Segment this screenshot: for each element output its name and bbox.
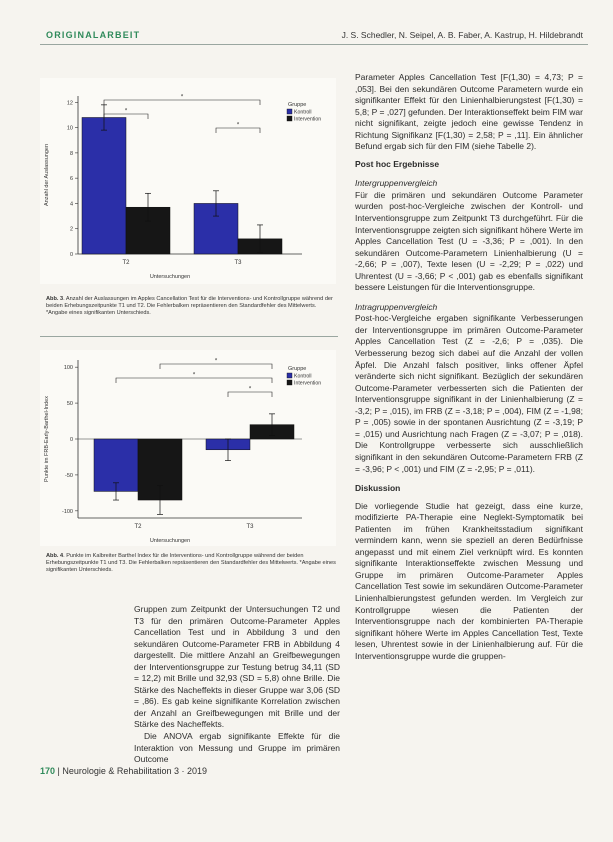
y-tick-label: 10 <box>66 125 73 132</box>
significance-star: * <box>236 122 240 129</box>
intragroup-heading: Intragruppenvergleich <box>355 301 438 312</box>
x-axis-label: Untersuchungen <box>149 274 191 280</box>
figure-1-caption-label: Abb. 3 <box>46 296 64 302</box>
significance-bracket <box>228 392 272 397</box>
y-tick-label: 6 <box>69 176 73 183</box>
x-tick-label: T3 <box>234 260 242 266</box>
running-authors: J. S. Schedler, N. Seipel, A. B. Faber, A. Kastrup, H. Hildebrandt <box>341 30 583 40</box>
legend-title: Gruppe <box>288 366 307 372</box>
legend-label: Kontroll <box>294 373 312 380</box>
figure-1 <box>40 78 336 284</box>
legend-label: Intervention <box>294 116 322 123</box>
significance-star: * <box>124 108 128 115</box>
intragroup-text: Post-hoc-Vergleiche ergaben signifikante Verbesserungen der Interventionsgruppe im primären Outcome-Parameter Apples Cancellation Test (Z = -2,6; P = ,035). Die Verbesserung bezog sich dabei auf die Anzahl der vollen Äpfel. Die Anzahl falsch positiver, links offener Äpfel veränderte sich nicht signifikant. Bezüglich der sekundären Outcome-Parameter verbesserten sich die Patienten der Interventionsgruppe signifikant in der Linienhalbierung (Z = -3,2; P = ,015), im FRB (Z = -3,18; P = ,004), FIM (Z = -1,98; P = ,005) sowie in der spontanen Ausrichtung (Z = -3,19; P = ,015) und Ausrichtung nach Fragen (Z = -3,07; P = ,018). Die Kontrollgruppe verbesserte sich ausschließlich signifikant in den sekundären Outcome-Parametern FRB (Z = -3,96; P < ,001) und FIM (Z = -2,95; P = ,011). <box>355 313 583 474</box>
y-tick-label: 0 <box>69 252 73 258</box>
significance-bracket <box>116 378 272 383</box>
intergroup-heading: Intergruppenvergleich <box>355 178 438 189</box>
x-tick-label: T3 <box>246 524 254 530</box>
discussion-heading: Diskussion <box>355 483 401 494</box>
results-intro: Parameter Apples Cancellation Test [F(1,30) = 4,73; P = ,053]. Bei den sekundären Outcome Parametern wurde ein signifikanter Effekt für den Linienhalbierungstest [F(1,30) = 5,8; P = ,027] gefunden. Der Interaktionseffekt beim FIM war nicht signifikant, zeigte jedoch eine gewisse Tendenz in Richtung Signifikanz [F(1,30) = 2,58; P = ,11]. Ein ähnlicher Befund ergab sich für den FIM (siehe Tabelle 2). <box>355 72 583 152</box>
figure-divider <box>40 336 338 337</box>
header-rule <box>40 44 588 45</box>
section-kicker: ORIGINALARBEIT <box>46 30 141 40</box>
significance-star: * <box>248 386 252 393</box>
y-tick-label: 2 <box>69 226 73 233</box>
y-tick-label: 100 <box>63 365 73 372</box>
left-paragraph-1: Gruppen zum Zeitpunkt der Untersuchungen T2 und T3 für den primären Outcome-Parameter Apples Cancellation Test und in Abbildung 3 und den sekundären Outcome-Parameter FRB in Abbildung 4 dargestellt. Die mittlere Anzahl an Greifbewegungen der Interventionsgruppe zur Testung betrug 34,11 (SD = 12,2) mit Brille und 32,93 (SD = 5,8) ohne Brille. Die Stärke des Nacheffekts in dieser Gruppe war 3,06 (SD = ,86). Es gab keine signifikante Korrelation zwischen der Anzahl an Greifbewegungen mit Brille und der Stärke des Nacheffekts. <box>134 604 340 730</box>
y-tick-label: 4 <box>69 201 73 208</box>
journal-name: Neurologie & Rehabilitation 3 · 2019 <box>62 766 207 776</box>
discussion-text: Die vorliegende Studie hat gezeigt, dass eine kurze, modifizierte PA-Therapie eine Neglekt-Symptomatik bei Patienten im frühen Krankheitsstadium signifikant vermindern kann, wenn sie speziell an deren Bedürfnisse angepasst und mit einem Ziel verknüpft wird. Es konnten signifikante Interaktionseffekte zwischen Messung und Gruppe im primären Outcome-Parameter Apples Cancellation Test sowie im sekundären Outcome-Parameter Linienhalbierungstest gefunden werden. Im Vergleich zur Kontrollgruppe wiesen die Patienten der Interventionsgruppe nach der kombinierten PA-Therapie signifikant höhere Werte im Apples Cancellation Test, Texte lesen, Uhrentest sowie in der Linienhalbierung auf. Für die Interventionsgruppe wurde die gruppen- <box>355 500 583 661</box>
significance-star: * <box>214 358 218 365</box>
legend-swatch <box>287 116 292 121</box>
intergroup-text: Für die primären und sekundären Outcome Parameter wurden post-hoc-Vergleiche zwischen der Kontroll- und Interventionsgruppe zum Zeitpunkt T3 durchgeführt. Für die Interventionsgruppe zeigten sich signifikant höhere Werte im Apples Cancellation Test (U = -3,36; P = ,001). In den sekundären Outcome-Parametern Linienhalbierung (U = -2,66; P = ,007), Texte lesen (U = -2,29; P = ,022) und Uhrentest (U = -3,66; P < ,001) gab es ebenfalls signifikant bessere Leistungen für die Interventionsgruppe. <box>355 189 583 293</box>
figure-2-caption: Abb. 4. Punkte im Kalbreiter Barthel Index für die Interventions- und Kontrollgruppe während der beiden Erhebungszeitpunkte T1 und T3. Die Fehlerbalken repräsentieren den Standardfehler des Mittelwerts. *Angabe eines signifikanten Unterschieds. <box>46 553 336 573</box>
legend-label: Kontroll <box>294 109 312 116</box>
figure-2-caption-text: Punkte im Kalbreiter Barthel Index für die Interventions- und Kontrollgruppe während der beiden Erhebungszeitpunkte T1 und T3. Die Fehlerbalken repräsentieren den Standardfehler des Mittelwerts. *Angabe eines signifikanten Unterschieds. <box>46 553 336 573</box>
significance-star: * <box>180 94 184 101</box>
legend-swatch <box>287 109 292 114</box>
legend-swatch <box>287 380 292 385</box>
x-axis-label: Untersuchungen <box>149 538 191 544</box>
y-tick-label: 0 <box>69 437 73 443</box>
x-tick-label: T2 <box>134 524 142 530</box>
significance-bracket <box>216 128 260 133</box>
y-axis-label: Anzahl der Auslassungen <box>44 143 50 207</box>
significance-bracket <box>160 364 272 369</box>
legend-title: Gruppe <box>288 102 307 108</box>
y-tick-label: 50 <box>66 401 73 408</box>
left-paragraph-2: Die ANOVA ergab signifikante Effekte für die Interaktion von Messung und Gruppe im primären Outcome <box>134 731 340 765</box>
y-tick-label: 8 <box>69 150 73 157</box>
left-column <box>134 604 340 766</box>
significance-star: * <box>192 372 196 379</box>
x-tick-label: T2 <box>122 260 130 266</box>
page-number: 170 <box>40 766 56 776</box>
y-tick-label: -50 <box>65 472 73 479</box>
figure-2 <box>40 350 336 546</box>
posthoc-heading: Post hoc Ergebnisse <box>355 158 440 169</box>
figure-2-caption-label: Abb. 4 <box>46 553 64 559</box>
y-tick-label: -100 <box>61 508 73 515</box>
figure-1-caption: Abb. 3. Anzahl der Auslassungen im Apples Cancellation Test für die Interventions- und Kontrollgruppe während der beiden Erhebungszeitpunkte T1 und T2. Die Fehlerbalken repräsentieren den Standardfehler des Mittelwerts. *Angabe eines signifikanten Unterschieds. <box>46 296 333 316</box>
figure-1-chart <box>40 78 336 284</box>
legend-swatch <box>287 373 292 378</box>
page-footer: 170 | Neurologie & Rehabilitation 3 · 2019 <box>40 766 207 776</box>
y-tick-label: 12 <box>66 100 73 107</box>
significance-bracket <box>104 100 260 105</box>
right-column <box>355 72 583 662</box>
legend-label: Intervention <box>294 380 322 387</box>
y-axis-label: Punkte im FRB-Early-Barthel-Index <box>44 396 50 482</box>
bar <box>82 117 126 254</box>
figure-2-chart <box>40 350 336 546</box>
figure-1-caption-text: Anzahl der Auslassungen im Apples Cancellation Test für die Interventions- und Kontrollgruppe während der beiden Erhebungszeitpunkte T1 und T2. Die Fehlerbalken repräsentieren den Standardfehler des Mittelwerts. *Angabe eines signifikanten Unterschieds. <box>46 296 333 316</box>
